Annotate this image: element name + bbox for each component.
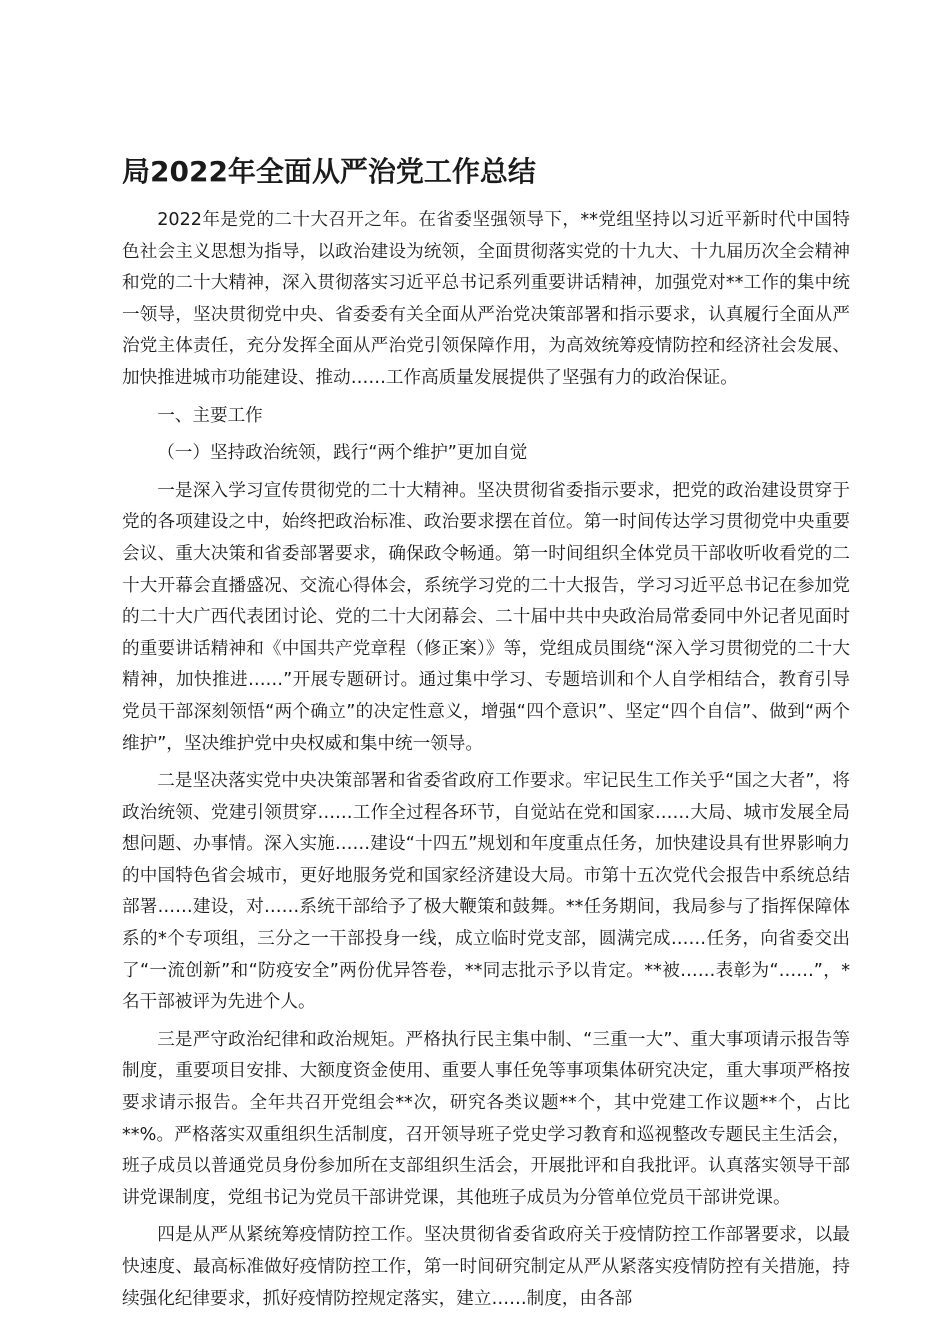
- document-title: 局2022年全面从严治党工作总结: [122, 155, 536, 188]
- paragraph-intro: 2022年是党的二十大召开之年。在省委坚强领导下，**党组坚持以习近平新时代中国特色社会主义思想为指导，以政治建设为统领，全面贯彻落实党的十九大、十九届历次全会精神和党的二十大精神，深入贯彻落实习近平总书记系列重要讲话精神，加强党对**工作的集中统一领导，坚决贯彻党中央、省委委有关全面从严治党决策部署和指示要求，认真履行全面从严治党主体责任，充分发挥全面从严治党引领保障作用，为高效统筹疫情防控和经济社会发展、加快推进城市功能建设、推动……工作高质量发展提供了坚强有力的政治保证。: [122, 210, 850, 388]
- subsection-heading-political-leadership: （一）坚持政治统领，践行“两个维护”更加自觉: [157, 443, 528, 464]
- paragraph-item-2: 二是坚决落实党中央决策部署和省委省政府工作要求。牢记民生工作关乎“国之大者”，将政治统领、党建引领贯穿……工作全过程各环节，自觉站在党和国家……大局、城市发展全局想问题、办事情。深入实施……建设“十四五”规划和年度重点任务，加快建设具有世界影响力的中国特色省会城市，更好地服务党和国家经济建设大局。市第十五次党代会报告中系统总结部署……建设，对……系统干部给予了极大鞭策和鼓舞。**任务期间，我局参与了指挥保障体系的*个专项组，三分之一干部投身一线，成立临时党支部，圆满完成……任务，向省委交出了“一流创新”和“防疫安全”两份优异答卷，**同志批示予以肯定。**被……表彰为“……”，*名干部被评为先进个人。: [122, 771, 850, 1013]
- paragraph-item-4: 四是从严从紧统筹疫情防控工作。坚决贯彻省委省政府关于疫情防控工作部署要求，以最快速度、最高标准做好疫情防控工作，第一时间研究制定从严从紧落实疫情防控有关措施，持续强化纪律要求，抓好疫情防控规定落实，建立……制度，由各部: [122, 1225, 850, 1309]
- paragraph-item-1: 一是深入学习宣传贯彻党的二十大精神。坚决贯彻省委指示要求，把党的政治建设贯穿于党的各项建设之中，始终把政治标准、政治要求摆在首位。第一时间传达学习贯彻党中央重要会议、重大决策和省委部署要求，确保政令畅通。第一时间组织全体党员干部收听收看党的二十大开幕会直播盛况、交流心得体会，系统学习党的二十大报告，学习习近平总书记在参加党的二十大广西代表团讨论、党的二十大闭幕会、二十届中共中央政治局常委同中外记者见面时的重要讲话精神和《中国共产党章程（修正案）》等，党组成员围绕“深入学习贯彻党的二十大精神，加快推进……”开展专题研讨。通过集中学习、专题培训和个人自学相结合，教育引导党员干部深刻领悟“两个确立”的决定性意义，增强“四个意识”、坚定“四个自信”、做到“两个维护”，坚决维护党中央权威和集中统一领导。: [122, 480, 850, 754]
- document-body: [122, 205, 850, 1315]
- section-heading-main-work: 一、主要工作: [157, 405, 263, 426]
- paragraph-item-3: 三是严守政治纪律和政治规矩。严格执行民主集中制、“三重一大”、重大事项请示报告等制度，重要项目安排、大额度资金使用、重要人事任免等事项集体研究决定，重大事项严格按要求请示报告。全年共召开党组会**次，研究各类议题**个，其中党建工作议题**个，占比**%。严格落实双重组织生活制度，召开领导班子党史学习教育和巡视整改专题民主生活会，班子成员以普通党员身份参加所在支部组织生活会，开展批评和自我批评。认真落实领导干部讲党课制度，党组书记为党员干部讲党课，其他班子成员为分管单位党员干部讲党课。: [122, 1029, 850, 1208]
